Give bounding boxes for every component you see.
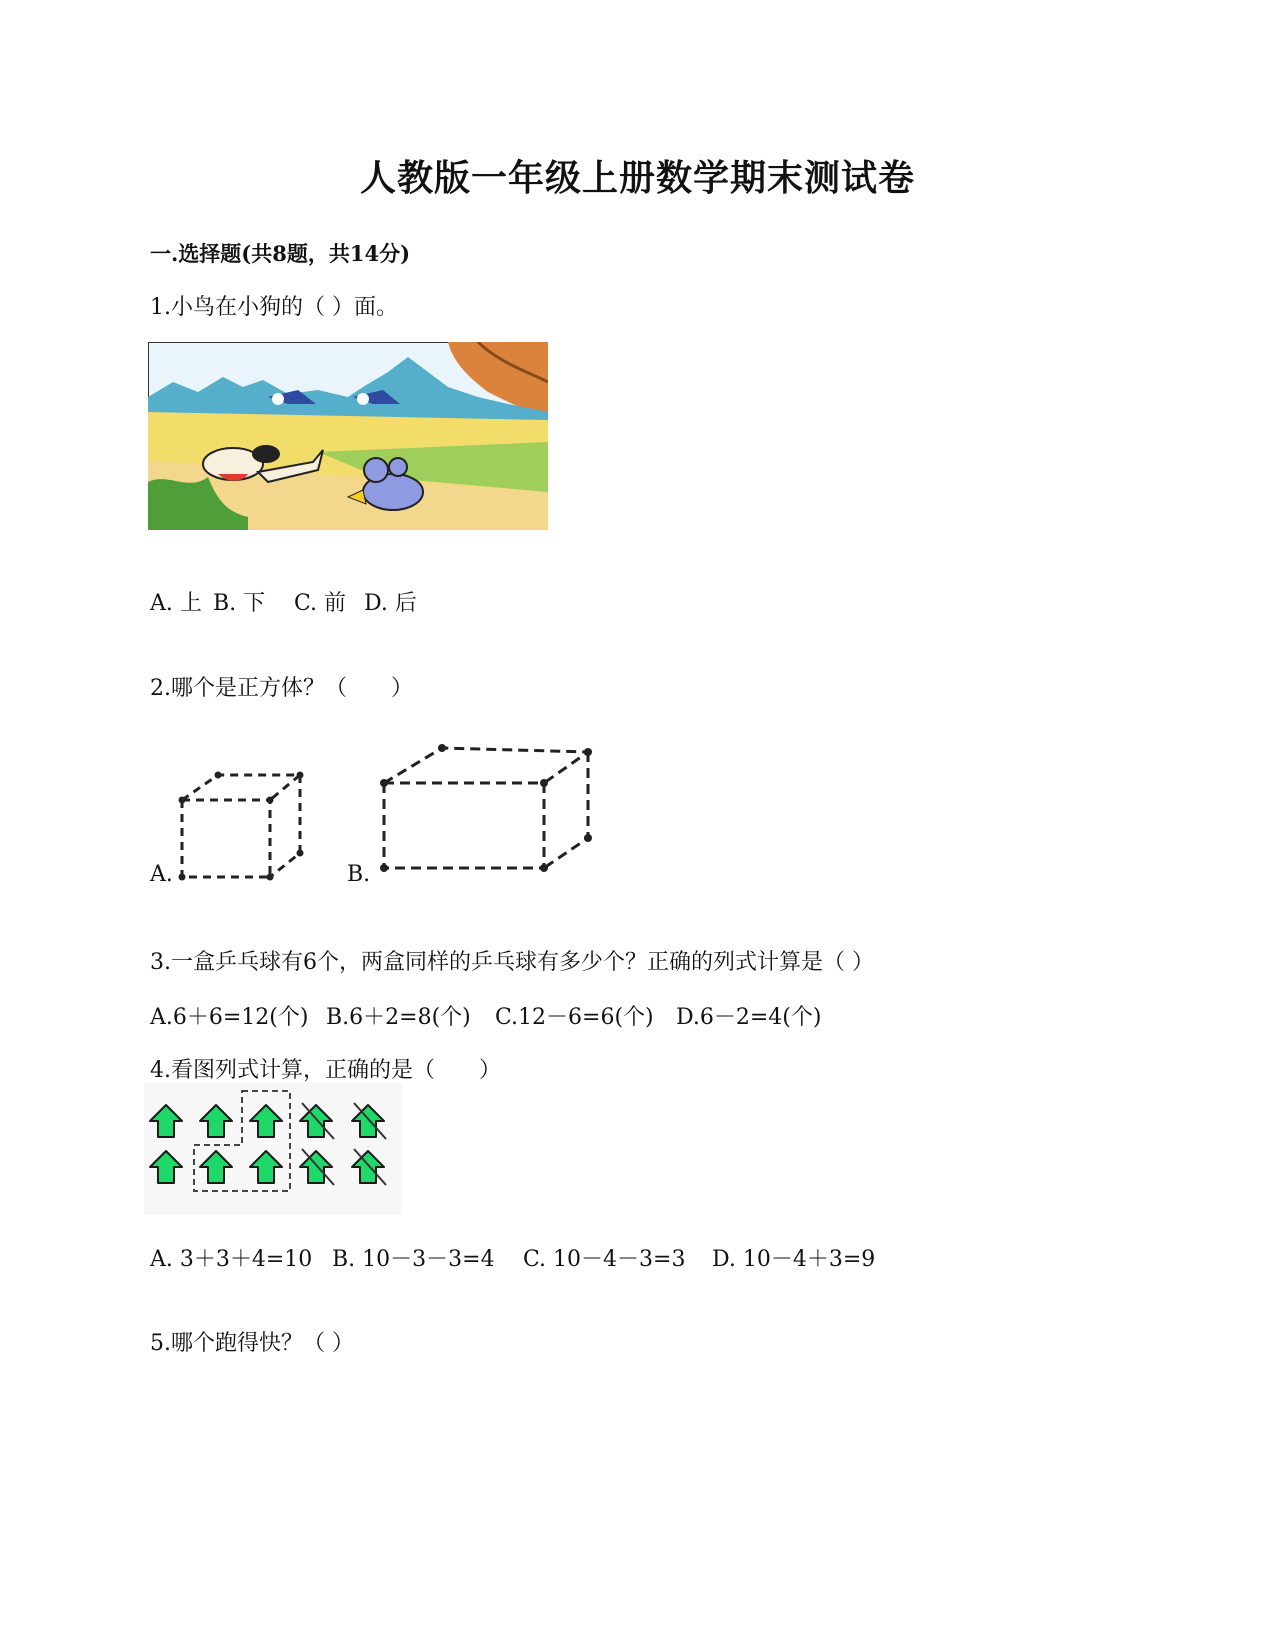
section-heading: 一.选择题(共8题，共14分) bbox=[150, 241, 411, 266]
question-1-option-b[interactable]: B. 下 bbox=[213, 591, 266, 616]
question-5-text: 5.哪个跑得快？（ ） bbox=[150, 1331, 354, 1356]
question-3-option-b[interactable]: B.6＋2=8(个) bbox=[326, 1005, 471, 1030]
page-title: 人教版一年级上册数学期末测试卷 bbox=[359, 157, 915, 199]
question-1-option-a[interactable]: A. 上 bbox=[150, 591, 202, 616]
question-4-option-a[interactable]: A. 3＋3＋4=10 bbox=[150, 1247, 313, 1272]
question-4-option-b[interactable]: B. 10－3－3=4 bbox=[332, 1247, 495, 1272]
question-4-option-d[interactable]: D. 10－4＋3=9 bbox=[712, 1247, 876, 1272]
question-1-option-c[interactable]: C. 前 bbox=[294, 591, 347, 616]
question-2-option-a[interactable]: A. bbox=[150, 862, 173, 887]
question-4-text: 4.看图列式计算，正确的是（ ） bbox=[150, 1058, 501, 1083]
cuboid-icon bbox=[378, 740, 598, 875]
arrows-figure bbox=[144, 1083, 402, 1215]
question-3-option-a[interactable]: A.6＋6=12(个) bbox=[150, 1005, 309, 1030]
question-3-option-c[interactable]: C.12－6=6(个) bbox=[495, 1005, 654, 1030]
question-1-text: 1.小鸟在小狗的（ ）面。 bbox=[150, 295, 398, 320]
question-2-text: 2.哪个是正方体？（ ） bbox=[150, 676, 413, 701]
question-2-option-b[interactable]: B. bbox=[347, 862, 371, 887]
question-1-option-d[interactable]: D. 后 bbox=[364, 591, 417, 616]
question-1-picture bbox=[148, 342, 548, 530]
question-3-option-d[interactable]: D.6－2=4(个) bbox=[676, 1005, 822, 1030]
cube-icon bbox=[170, 765, 310, 885]
question-4-option-c[interactable]: C. 10－4－3=3 bbox=[523, 1247, 686, 1272]
question-3-text: 3.一盒乒乓球有6个，两盒同样的乒乓球有多少个？正确的列式计算是（ ） bbox=[150, 950, 874, 975]
